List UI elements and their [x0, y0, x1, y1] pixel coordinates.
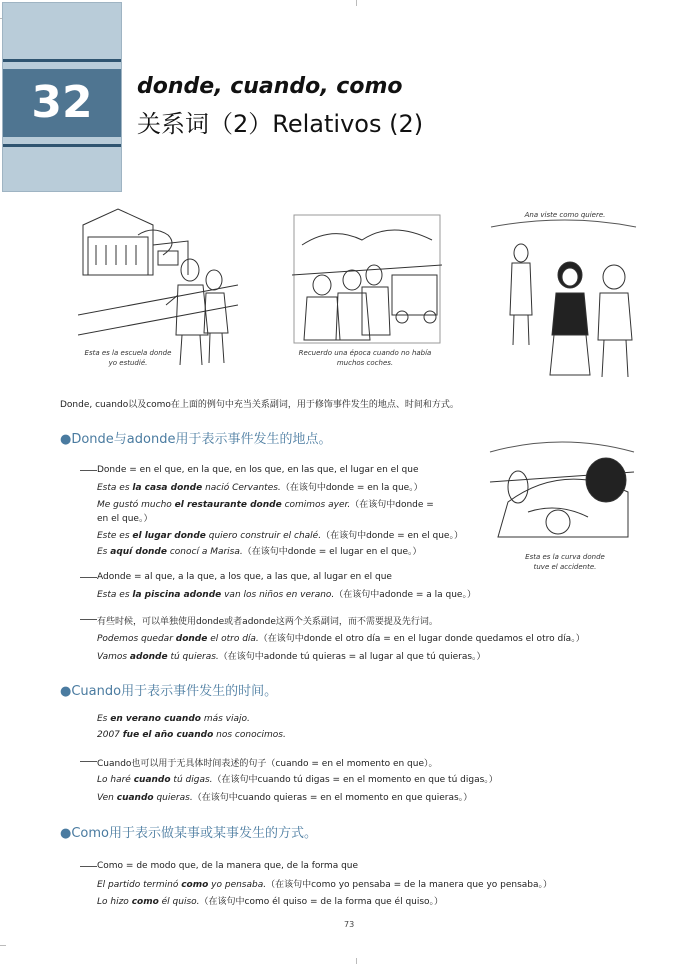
rule-line — [80, 866, 97, 867]
example-adonde: Esta es la piscina adonde van los niños en verano.（在该句中adonde = a la que。） — [97, 590, 476, 600]
example-adonde-2: Vamos adonde tú quieras.（在该句中adonde tú quieras = al lugar al que tú quieras。） — [97, 652, 486, 662]
title-spanish: donde, cuando, como — [137, 74, 403, 99]
rule-como: Como = de modo que, de la manera que, de la forma que — [97, 861, 359, 871]
title-chinese: 关系词（2）Relativos (2) — [137, 110, 424, 138]
example-como-2: Lo hizo como él quiso.（在该句中como él quiso = de la forma que él quiso。） — [97, 897, 444, 907]
unit-number: 32 — [31, 77, 93, 128]
caption-car: Esta es la curva donde tuve el accidente. — [525, 553, 605, 571]
page-number: 73 — [344, 920, 355, 929]
example-donde-2: Me gustó mucho el restaurante donde comimos ayer.（在该句中donde = — [97, 500, 434, 510]
example-cuando-2: 2007 fue el año cuando nos conocimos. — [97, 730, 286, 740]
section-heading-como: ●Como用于表示做某事或某事发生的方式。 — [60, 826, 317, 841]
rule-no-antecedent: 有些时候，可以单独使用donde或者adonde这两个关系副词，而不需要提及先行词。 — [97, 617, 438, 627]
example-cuando-3: Lo haré cuando tú digas.（在该句中cuando tú digas = en el momento en que tú digas。） — [97, 775, 498, 785]
unit-stripe-bottom — [3, 144, 121, 147]
example-donde-1: Esta es la casa donde nació Cervantes.（在该句中donde = en la que。） — [97, 483, 423, 493]
crop-mark — [356, 0, 357, 6]
rule-donde: Donde = en el que, en la que, en los que, en las que, el lugar en el que — [97, 465, 419, 475]
speech-bubble: Ana viste como quiere. — [524, 211, 606, 219]
bullet-icon: ● — [60, 826, 72, 841]
car-drawing — [488, 432, 636, 542]
section-heading-cuando: ●Cuando用于表示事件发生的时间。 — [60, 684, 278, 699]
rule-adonde: Adonde = al que, a la que, a los que, a las que, al lugar en el que — [97, 572, 392, 582]
example-donde-2-cont: en el que。） — [97, 514, 153, 524]
intro-text: Donde, cuando以及como在上面的例句中充当关系副词，用于修饰事件发生的地点、时间和方式。 — [60, 400, 459, 410]
example-cuando-4: Ven cuando quieras.（在该句中cuando quieras = en el momento en que quieras。） — [97, 793, 473, 803]
example-cuando-1: Es en verano cuando más viajo. — [97, 714, 250, 724]
illustration-street — [292, 205, 442, 345]
crop-mark — [356, 958, 357, 964]
bullet-icon: ● — [60, 432, 72, 447]
illustration-ana — [486, 205, 646, 380]
section-heading-donde: ●Donde与adonde用于表示事件发生的地点。 — [60, 432, 332, 447]
example-donde-5: Podemos quedar donde el otro día.（在该句中donde el otro día = en el lugar donde quedamos el otro día。） — [97, 634, 585, 644]
ana-drawing — [486, 205, 646, 380]
bullet-icon: ● — [60, 684, 72, 699]
caption-street: Recuerdo una época cuando no había muchos coches. — [298, 349, 432, 367]
example-donde-4: Es aquí donde conocí a Marisa.（在该句中donde = el lugar en el que。） — [97, 547, 422, 557]
example-como-1: El partido terminó como yo pensaba.（在该句中como yo pensaba = de la manera que yo pensaba。） — [97, 880, 553, 890]
rule-line — [80, 470, 97, 471]
example-donde-3: Este es el lugar donde quiero construir el chalé.（在该句中donde = en el que。） — [97, 531, 463, 541]
caption-school: Esta es la escuela donde yo estudié. — [84, 349, 172, 367]
unit-stripe-top — [3, 59, 121, 62]
street-drawing — [292, 205, 442, 345]
illustration-car — [488, 432, 636, 542]
rule-line — [80, 577, 97, 578]
crop-mark — [0, 945, 6, 946]
rule-line — [80, 761, 97, 762]
rule-cuando: Cuando也可以用于无具体时间表述的句子（cuando = en el momento en que）。 — [97, 759, 438, 769]
rule-line — [80, 619, 97, 620]
unit-header-box — [2, 2, 122, 192]
